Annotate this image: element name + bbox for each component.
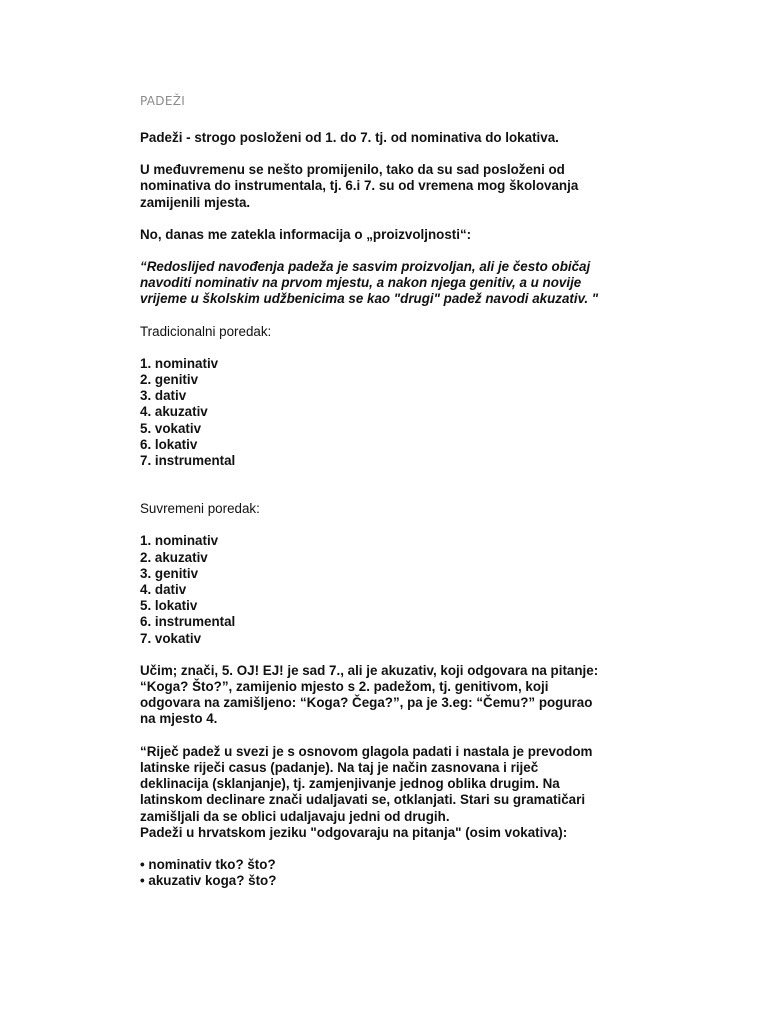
case-question-list — [140, 857, 640, 889]
traditional-order-list — [140, 356, 640, 469]
learning-paragraph: Učim; znači, 5. OJ! EJ! je sad 7., ali je akuzativ, koji odgovara na pitanje: “Koga? Što?”, zamijenio mjesto s 2. padežom, tj. genitivom, koji odgovara na zamišljeno: “Koga? Čega?”, pa je 3.eg: “Čemu?” pogurao na mjesto 4. — [140, 662, 599, 727]
list-item: 4. dativ — [140, 582, 187, 598]
traditional-heading: Tradicionalni poredak: — [140, 323, 272, 339]
quote-paragraph: “Redoslijed navođenja padeža je sasvim proizvoljan, ali je često običaj navoditi nominativ na prvom mjestu, a nakon njega genitiv, a u novije vrijeme u školskim udžbenicima se kao "drugi" padež navodi akuzativ. " — [140, 259, 599, 307]
list-item: 5. lokativ — [140, 598, 198, 614]
questions-intro-paragraph: Padeži u hrvatskom jeziku "odgovaraju na pitanja" (osim vokativa): — [140, 824, 568, 840]
list-item: 1. nominativ — [140, 533, 219, 549]
modern-order-list — [140, 533, 640, 646]
list-item: 5. vokativ — [140, 420, 202, 436]
info-paragraph: No, danas me zatekla informacija o „proizvoljnosti“: — [140, 226, 472, 242]
list-item: 6. instrumental — [140, 614, 236, 630]
list-item: 3. genitiv — [140, 565, 199, 581]
list-item: 4. akuzativ — [140, 404, 208, 420]
list-item: 2. genitiv — [140, 372, 199, 388]
list-item: 7. instrumental — [140, 453, 236, 469]
list-item: 3. dativ — [140, 388, 187, 404]
list-item: 7. vokativ — [140, 630, 202, 646]
list-item: • nominativ tko? što? — [140, 856, 276, 872]
intro-paragraph: Padeži - strogo posloženi od 1. do 7. tj. od nominativa do lokativa. — [140, 130, 559, 145]
document-title: PADEŽI — [140, 94, 186, 108]
list-item: 6. lokativ — [140, 436, 198, 452]
modern-heading: Suvremeni poredak: — [140, 501, 260, 517]
document-page — [140, 94, 640, 905]
list-item: • akuzativ koga? što? — [140, 873, 277, 889]
list-item: 1. nominativ — [140, 355, 219, 371]
list-item: 2. akuzativ — [140, 549, 208, 565]
etymology-paragraph: “Riječ padež u svezi je s osnovom glagola padati i nastala je prevodom latinske riječi casus (padanje). Na taj je način zasnovana i riječ deklinacija (sklanjanje), tj. zamjenjivanje jednog oblika drugim. Na latinskom declinare znači udaljavati se, otklanjati. Stari su gramatičari zamišljali da se oblici udaljavaju jedni od drugih. — [140, 743, 593, 824]
change-paragraph: U međuvremenu se nešto promijenilo, tako da su sad posloženi od nominativa do instrumentala, tj. 6.i 7. su od vremena mog školovanja zamijenili mjesta. — [140, 162, 579, 210]
